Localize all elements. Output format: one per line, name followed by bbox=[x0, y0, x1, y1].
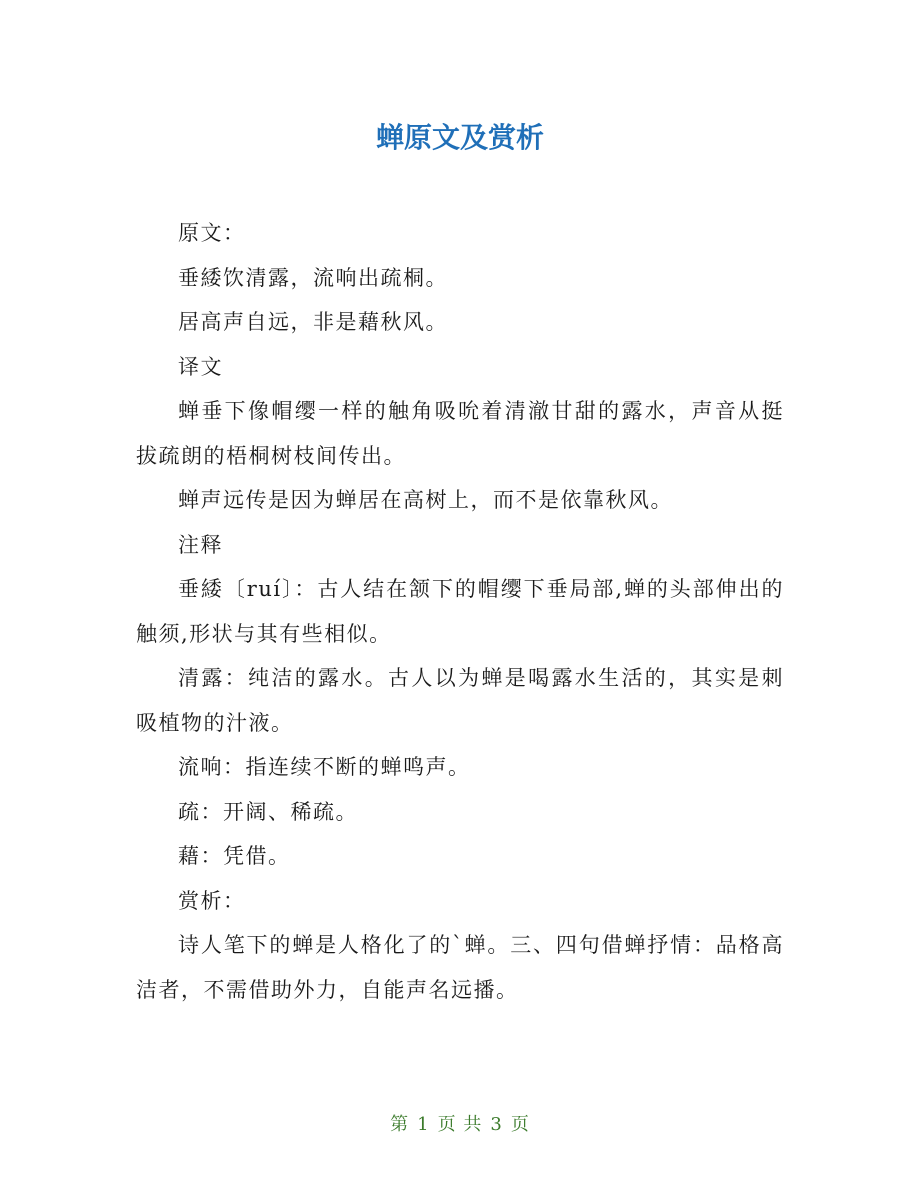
footer-current-page: 1 bbox=[417, 1114, 430, 1135]
paragraph-translation-heading: 译文 bbox=[178, 354, 223, 379]
paragraph-note-5: 藉：凭借。 bbox=[178, 844, 291, 868]
footer-total-pages: 3 bbox=[490, 1114, 503, 1135]
paragraph-translation-1: 蝉垂下像帽缨一样的触角吸吮着清澈甘甜的露水，声音从挺拔疏朗的梧桐树枝间传出。 bbox=[136, 399, 784, 468]
footer-label-page: 第 bbox=[390, 1114, 410, 1135]
paragraph-translation-2: 蝉声远传是因为蝉居在高树上，而不是依靠秋风。 bbox=[178, 488, 673, 512]
paragraph-original-heading: 原文： bbox=[178, 221, 246, 245]
paragraph-note-2: 清露：纯洁的露水。古人以为蝉是喝露水生活的，其实是刺吸植物的汁液。 bbox=[136, 666, 784, 735]
page-footer bbox=[0, 1112, 920, 1138]
paragraph-appreciation-heading: 赏析： bbox=[178, 888, 246, 913]
paragraph-poem-line-1: 垂緌饮清露，流响出疏桐。 bbox=[178, 265, 448, 290]
paragraph-appreciation-1: 诗人笔下的蝉是人格化了的`蝉。三、四句借蝉抒情：品格高洁者，不需借助外力，自能声名远播。 bbox=[136, 933, 784, 1002]
paragraph-note-3: 流响：指连续不断的蝉鸣声。 bbox=[178, 755, 471, 779]
footer-label-end: 页 bbox=[510, 1114, 530, 1135]
paragraph-note-1: 垂緌〔ruí〕：古人结在颔下的帽缨下垂局部,蝉的头部伸出的触须,形状与其有些相似。 bbox=[136, 577, 784, 646]
paragraph-notes-heading: 注释 bbox=[178, 532, 223, 557]
paragraph-poem-line-2: 居高声自远，非是藉秋风。 bbox=[178, 310, 448, 334]
footer-label-of: 页 共 bbox=[437, 1114, 483, 1135]
document-body bbox=[136, 211, 784, 1012]
page-title: 蝉原文及赏析 bbox=[375, 121, 544, 154]
paragraph-note-4: 疏：开阔、稀疏。 bbox=[178, 799, 358, 824]
